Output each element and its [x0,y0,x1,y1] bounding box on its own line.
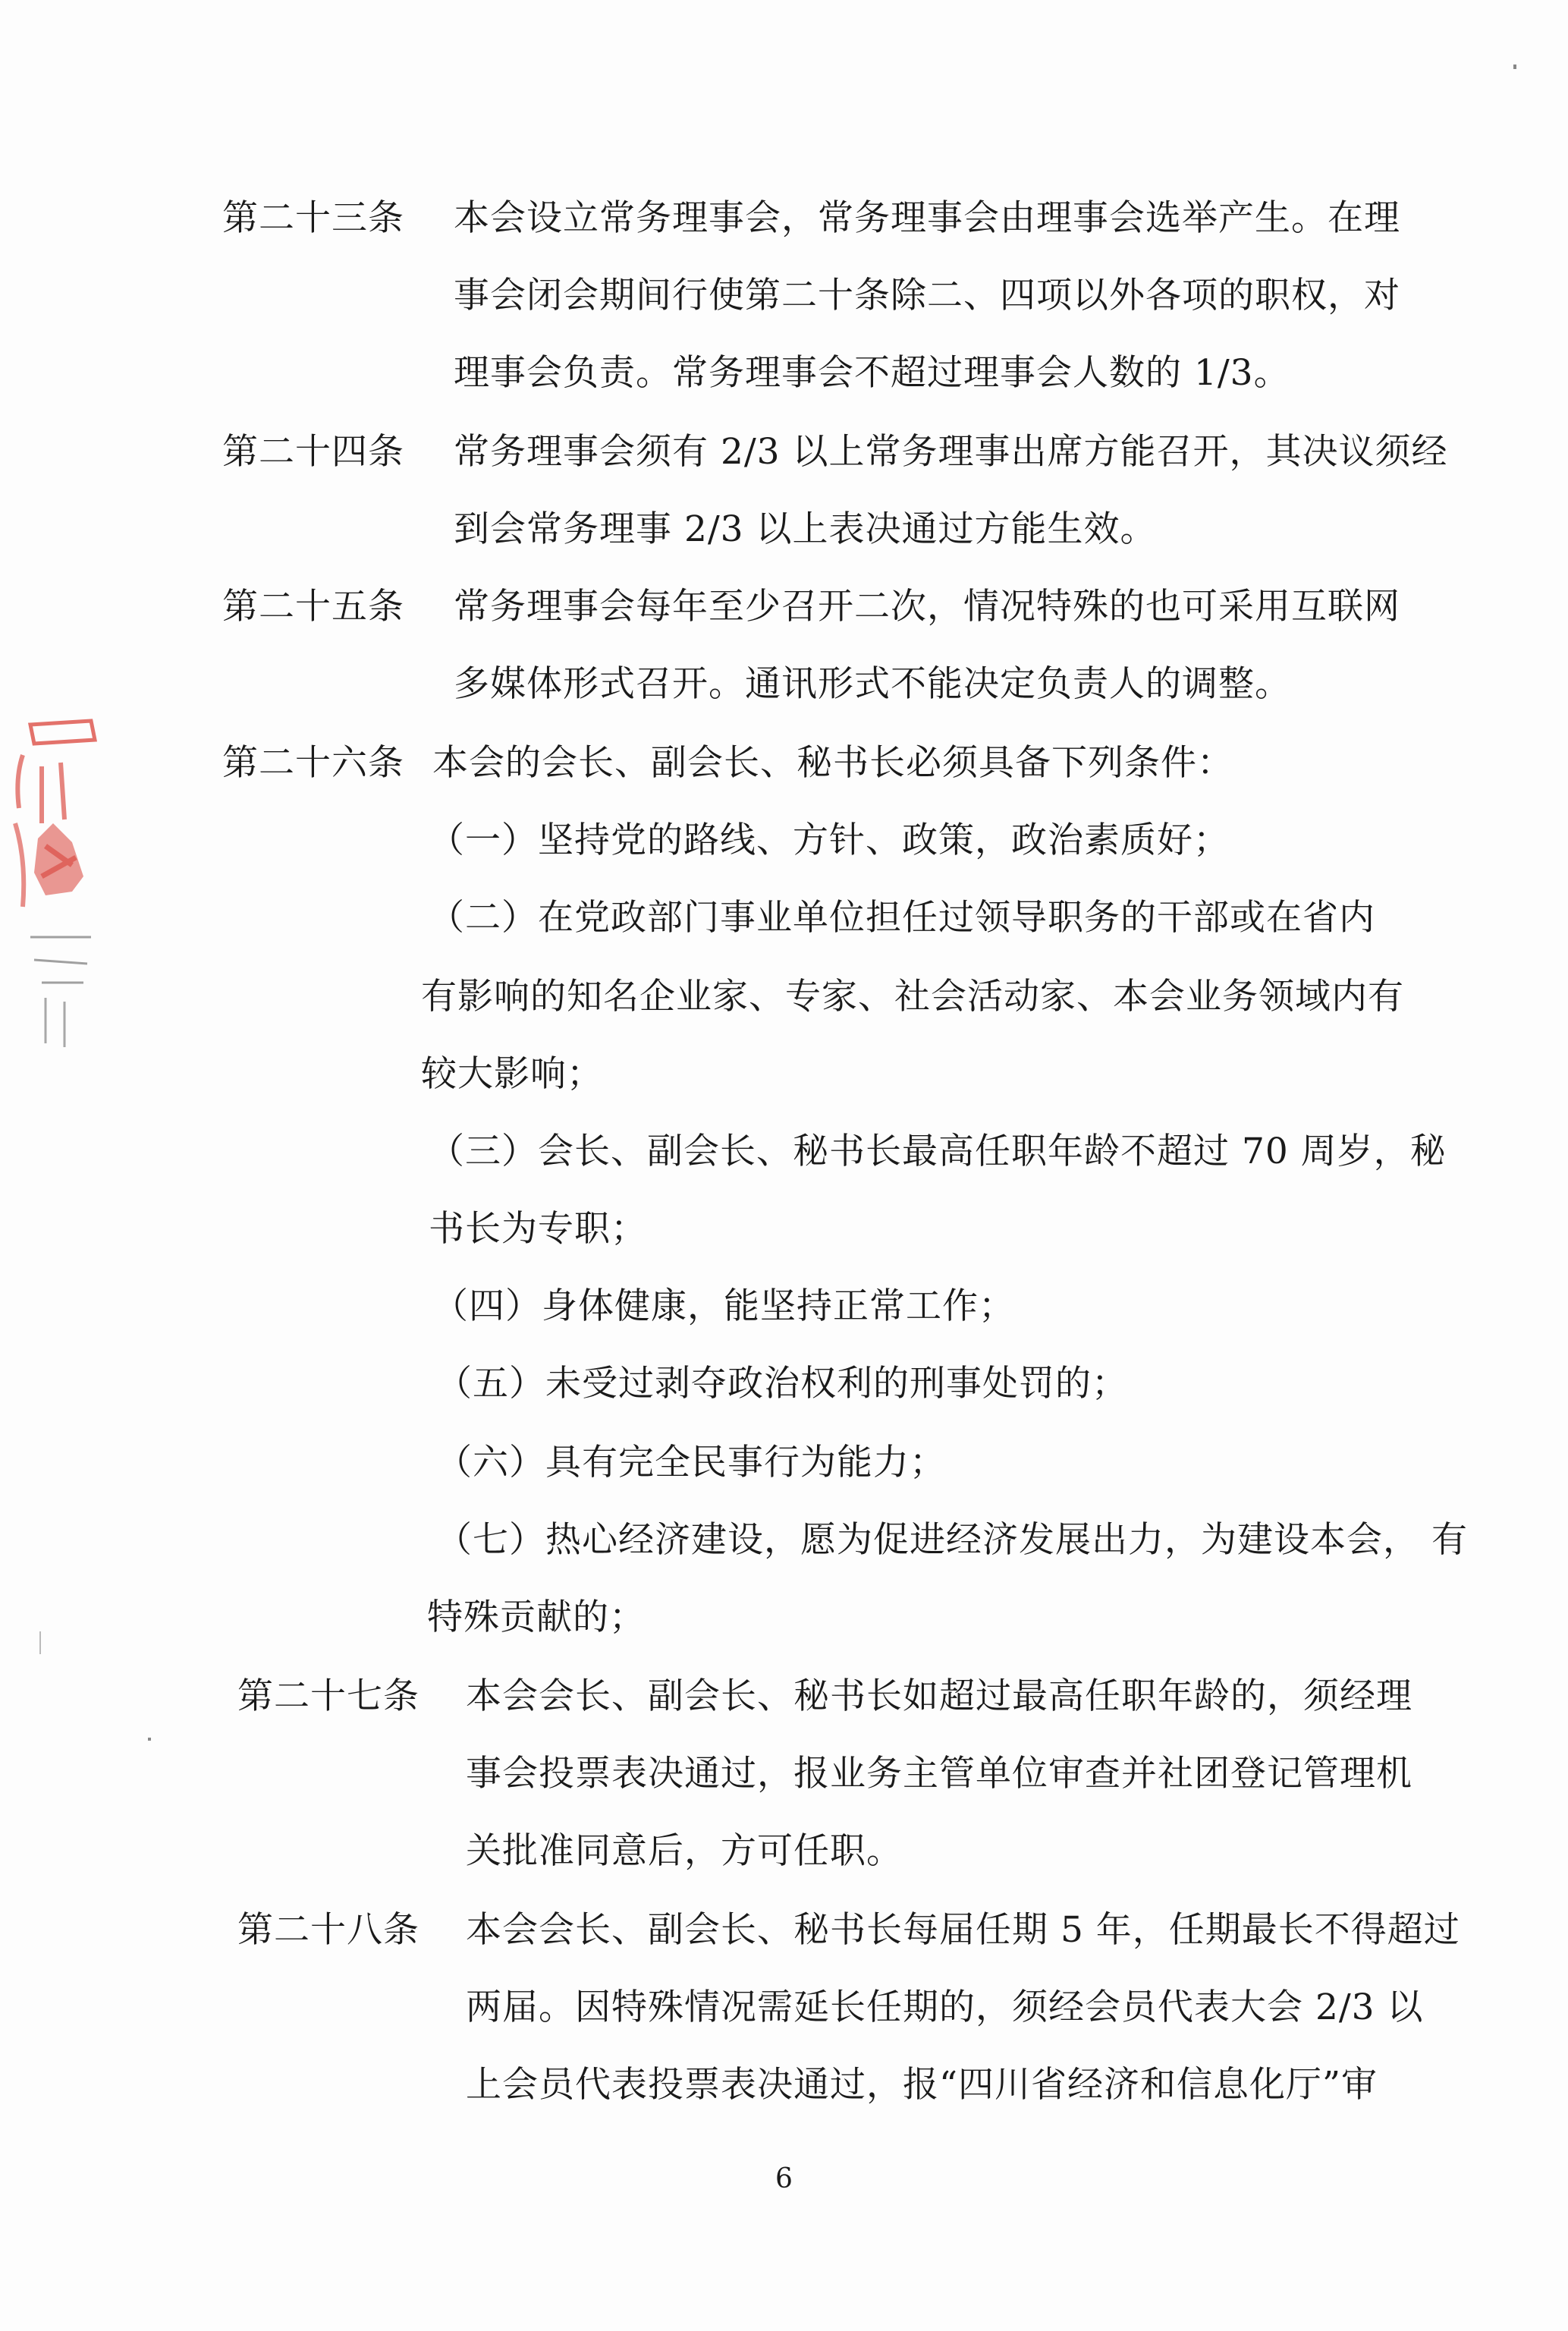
article-24-label: 第二十四条 [222,431,404,473]
article-28-line-1: 本会会长、副会长、秘书长每届任期 5 年，任期最长不得超过 [466,1909,1460,1951]
article-24-line-1: 常务理事会须有 2/3 以上常务理事出席方能召开，其决议须经 [454,431,1448,473]
red-seal-fragment [0,709,106,1074]
condition-1: （一）坚持党的路线、方针、政策，政治素质好； [429,819,1230,861]
article-23-label: 第二十三条 [222,197,404,239]
page-number: 6 [775,2163,793,2194]
article-25-label: 第二十五条 [222,586,404,628]
condition-7-line-1: （七）热心经济建设，愿为促进经济发展出力，为建设本会， 有 [436,1519,1468,1561]
article-27-line-3: 关批准同意后，方可任职。 [466,1830,903,1872]
condition-2-line-2: 有影响的知名企业家、专家、社会活动家、本会业务领域内有 [421,976,1404,1018]
article-26-line-1: 本会的会长、副会长、秘书长必须具备下列条件： [432,742,1233,784]
article-23-line-1: 本会设立常务理事会，常务理事会由理事会选举产生。在理 [454,197,1400,239]
article-25-line-1: 常务理事会每年至少召开二次，情况特殊的也可采用互联网 [454,586,1400,628]
condition-2-line-1: （二）在党政部门事业单位担任过领导职务的干部或在省内 [429,897,1375,939]
scan-speck [39,1631,41,1654]
condition-4: （四）身体健康，能坚持正常工作； [432,1285,1015,1327]
article-28-line-2: 两届。因特殊情况需延长任期的，须经会员代表大会 2/3 以 [466,1987,1424,2028]
article-26-label: 第二十六条 [222,742,404,784]
condition-6: （六）具有完全民事行为能力； [436,1442,946,1483]
article-27-line-1: 本会会长、副会长、秘书长如超过最高任职年龄的，须经理 [466,1675,1412,1717]
article-24-line-2: 到会常务理事 2/3 以上表决通过方能生效。 [454,508,1157,550]
condition-5: （五）未受过剥夺政治权利的刑事处罚的； [436,1363,1128,1405]
article-28-line-3: 上会员代表投票表决通过，报“四川省经济和信息化厅”审 [466,2064,1378,2106]
article-27-label: 第二十七条 [237,1675,419,1717]
condition-2-line-3: 较大影响； [421,1053,603,1095]
article-25-line-2: 多媒体形式召开。通讯形式不能决定负责人的调整。 [454,663,1291,705]
article-23-line-2: 事会闭会期间行使第二十条除二、四项以外各项的职权，对 [454,275,1400,316]
condition-3-line-1: （三）会长、副会长、秘书长最高任职年龄不超过 70 周岁，秘 [429,1131,1447,1172]
condition-7-line-2: 特殊贡献的； [427,1596,646,1638]
article-28-label: 第二十八条 [237,1909,419,1951]
article-23-line-3: 理事会负责。常务理事会不超过理事会人数的 1/3。 [454,352,1290,394]
scan-speck [148,1738,151,1741]
scan-speck [1513,64,1516,69]
article-27-line-2: 事会投票表决通过，报业务主管单位审查并社团登记管理机 [466,1753,1412,1795]
condition-3-line-2: 书长为专职； [429,1208,647,1250]
